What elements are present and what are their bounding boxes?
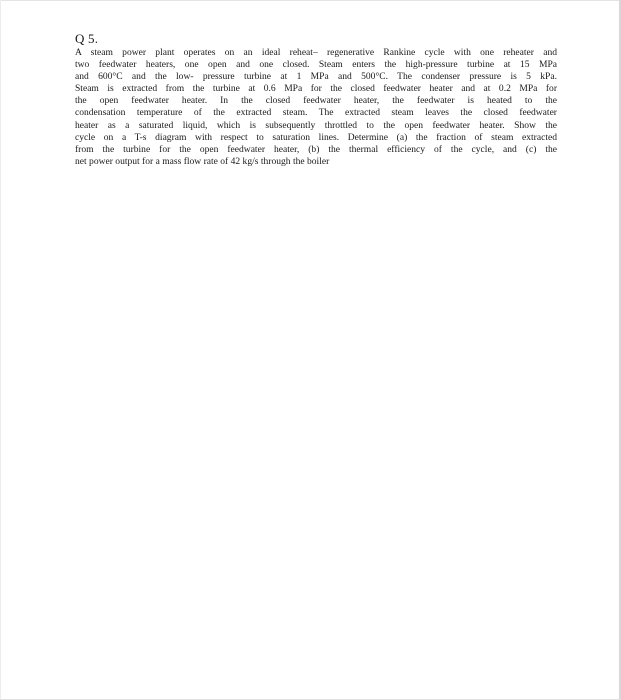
problem-line: from the turbine for the open feedwater heater, (b) the thermal efficiency of the cycle, and (c) the [75,143,557,155]
problem-statement [75,47,557,168]
question-block [75,32,557,168]
problem-line: two feedwater heaters, one open and one closed. Steam enters the high-pressure turbine at 15 MPa [75,59,557,71]
problem-line: net power output for a mass flow rate of 42 kg/s through the boiler [75,155,330,167]
problem-line: A steam power plant operates on an ideal reheat– regenerative Rankine cycle with one reheater and [75,47,557,58]
page-border-left [0,0,1,700]
problem-line: condensation temperature of the extracted steam. The extracted steam leaves the closed feedwater [75,107,557,119]
problem-line: cycle on a T-s diagram with respect to saturation lines. Determine (a) the fraction of steam extracted [75,131,557,143]
page-border-top [0,0,621,1]
question-number: Q 5. [75,31,99,46]
problem-line: heater as a saturated liquid, which is subsequently throttled to the open feedwater heater. Show the [75,119,557,131]
problem-line: Steam is extracted from the turbine at 0.6 MPa for the closed feedwater heater and at 0.2 MPa for [75,83,557,95]
problem-line: the open feedwater heater. In the closed feedwater heater, the feedwater is heated to the [75,95,557,107]
problem-line: and 600°C and the low- pressure turbine at 1 MPa and 500°C. The condenser pressure is 5 kPa. [75,71,557,83]
